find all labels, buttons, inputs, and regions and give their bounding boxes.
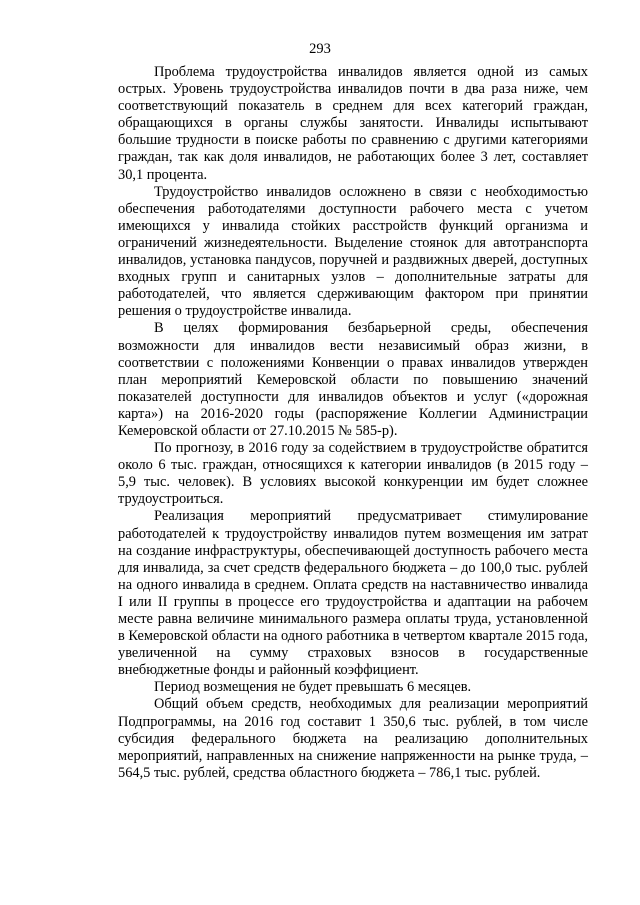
paragraph-workplace-accessibility: Трудоустройство инвалидов осложнено в связи с необходимостью обеспечения работодателями доступности рабочего места с учетом имеющихся у инвалида стойких расстройств функций организма и ограничений жизнедеятельности. Выделение стоянок для автотранспорта инвалидов, установка пандусов, поручней и раздвижных дверей, доступных входных групп и санитарных узлов – дополнительные затраты для работодателей, что является сдерживающим фактором при принятии решения о трудоустройстве инвалида. — [118, 183, 588, 320]
document-body — [118, 64, 588, 782]
paragraph-employment-problem: Проблема трудоустройства инвалидов является одной из самых острых. Уровень трудоустройства инвалидов почти в два раза ниже, чем соответствующий показатель в среднем для всех категорий граждан, обращающихся в органы службы занятости. Инвалиды испытывают большие трудности в поиске работы по сравнению с другими категориями граждан, так как доля инвалидов, не работающих более 3 лет, составляет 30,1 процента. — [118, 64, 588, 183]
paragraph-barrier-free-environment: В целях формирования безбарьерной среды, обеспечения возможности для инвалидов вести независимый образ жизни, в соответствии с положениями Конвенции о правах инвалидов утвержден план мероприятий Кемеровской области по повышению значений показателей доступности для инвалидов объектов и услуг («дорожная карта») на 2016-2020 годы (распоряжение Коллегии Администрации Кемеровской области от 27.10.2015 № 585-р). — [118, 320, 588, 439]
page-number: 293 — [309, 41, 331, 57]
paragraph-forecast-2016: По прогнозу, в 2016 году за содействием в трудоустройстве обратится около 6 тыс. граждан, относящихся к категории инвалидов (в 2015 году – 5,9 тыс. человек). В условиях высокой конкуренции им будет сложнее трудоустроиться. — [118, 440, 588, 508]
paragraph-total-funding: Общий объем средств, необходимых для реализации мероприятий Подпрограммы, на 2016 год составит 1 350,6 тыс. рублей, в том числе субсидия федерального бюджета на реализацию дополнительных мероприятий, направленных на снижение напряженности на рынке труда, – 564,5 тыс. рублей, средства областного бюджета – 786,1 тыс. рублей. — [118, 696, 588, 781]
paragraph-employer-incentives: Реализация мероприятий предусматривает стимулирование работодателей к трудоустройству инвалидов путем возмещения им затрат на создание инфраструктуры, обеспечивающей доступность рабочего места для инвалида, за счет средств федерального бюджета – до 100,0 тыс. рублей на одного инвалида в среднем. Оплата средств на наставничество инвалида I или II группы в процессе его трудоустройства и адаптации на рабочем месте равна величине минимального размера оплаты труда, установленной в Кемеровской области на одного работника в четвертом квартале 2015 года, увеличенной на сумму страховых взносов в государственные внебюджетные фонды и районный коэффициент. — [118, 508, 588, 679]
paragraph-reimbursement-period: Период возмещения не будет превышать 6 месяцев. — [154, 679, 472, 696]
